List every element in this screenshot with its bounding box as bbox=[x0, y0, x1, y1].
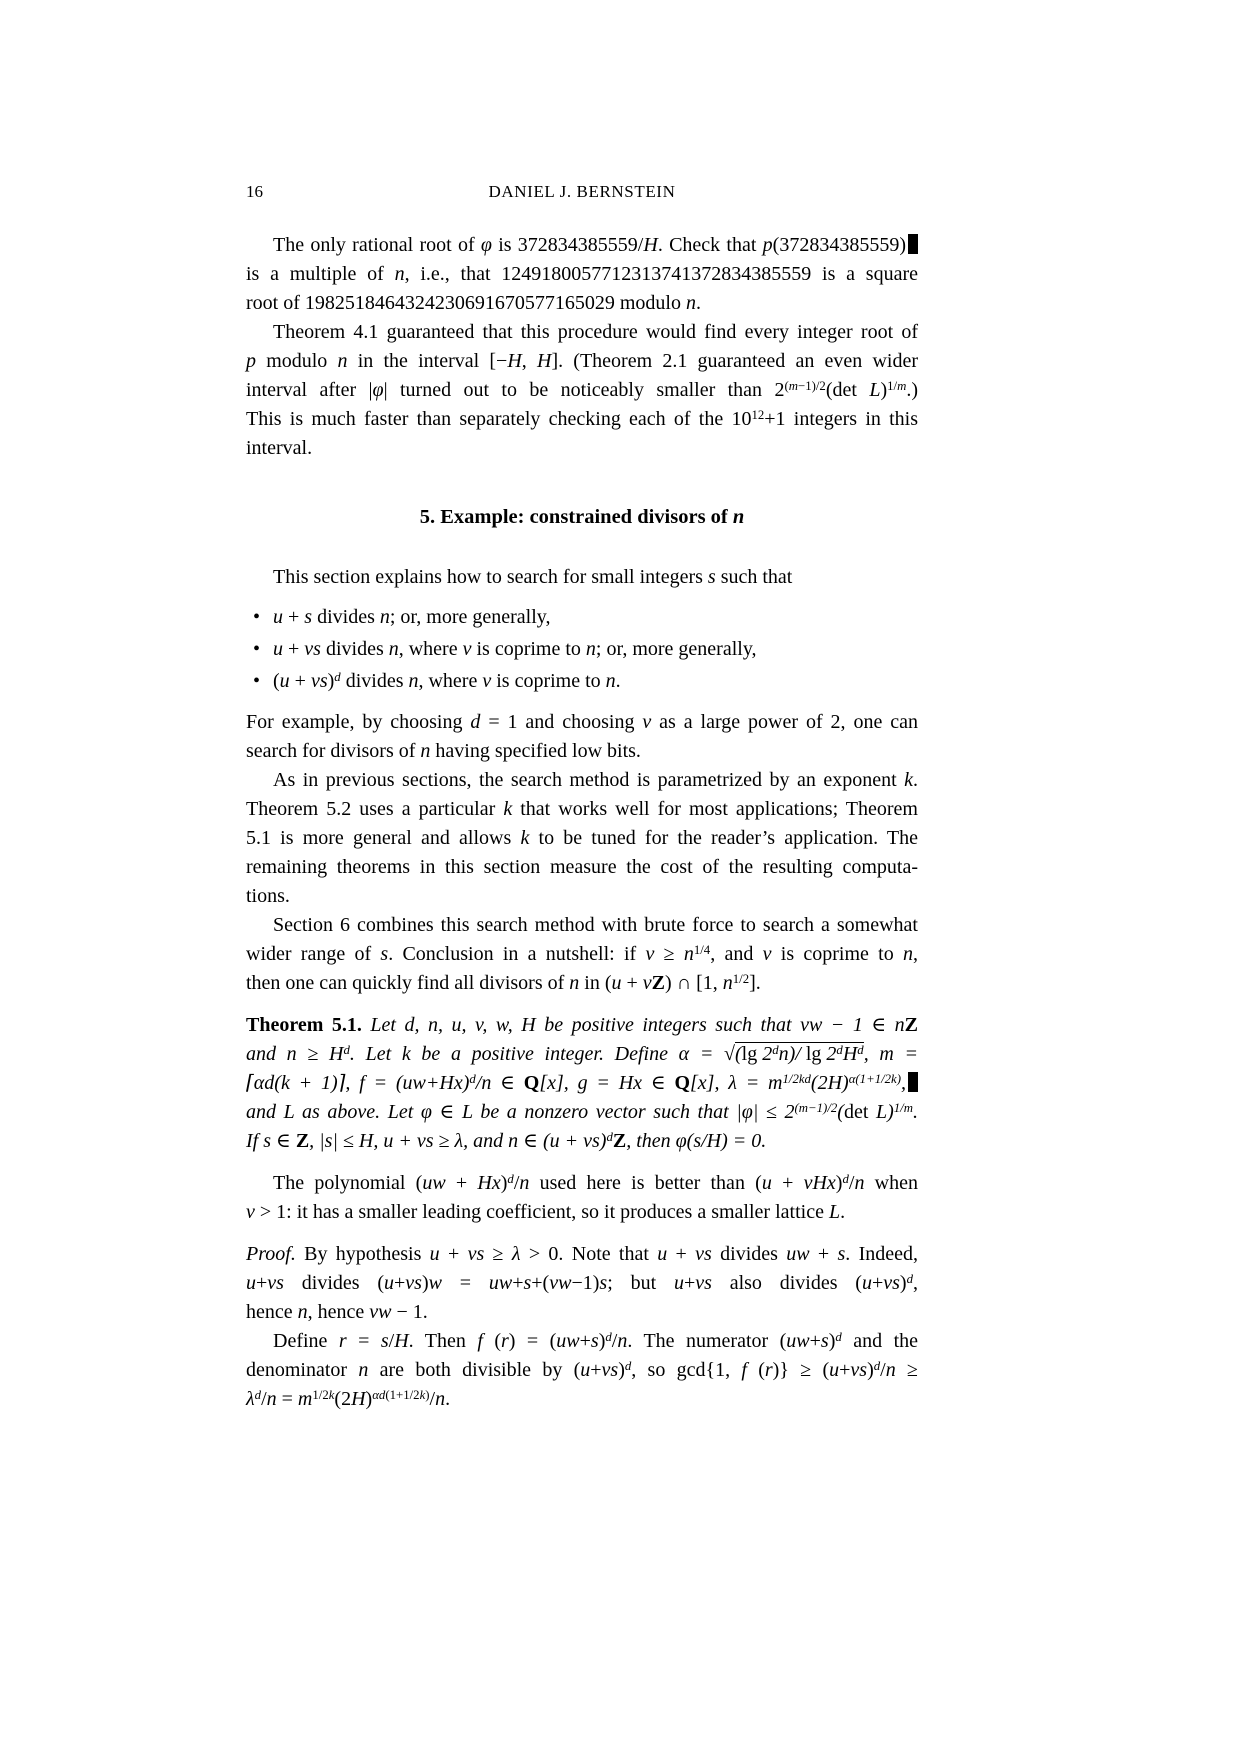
text-line: Proof. By hypothesis u + vs ≥ λ > 0. Note that u + vs divides uw + s. Indeed, bbox=[246, 1243, 919, 1265]
paragraph bbox=[246, 708, 918, 766]
text-line: ⌈αd(k + 1)⌉, $f = (uw+Hx)^d/n$ ∈ Q[x], g = Hx ∈ Q[x], $\lambda = m^{1/2kd}(2H)^{\alpha(1+1/2k)}$, bbox=[246, 1069, 918, 1098]
text-line: is a multiple of n, i.e., that 1249180057712313741372834385559 is a square bbox=[246, 263, 918, 285]
paragraph bbox=[246, 1169, 918, 1227]
text-line: This is much faster than separately checking each of the $10^{12}+1$ integers in this bbox=[246, 408, 919, 430]
text-line: As in previous sections, the search method is parametrized by an exponent k. bbox=[273, 769, 918, 791]
bullet-item: • (u + vs)$^d$ divides n, where v is coprime to n. bbox=[246, 667, 918, 696]
text-line: 5.1 is more general and allows k to be tuned for the reader’s application. The bbox=[246, 827, 919, 849]
paragraph bbox=[246, 1240, 918, 1327]
overfull-box-marker bbox=[908, 234, 918, 254]
text-column bbox=[246, 182, 918, 1414]
paragraph bbox=[246, 1327, 918, 1414]
paragraph bbox=[246, 231, 918, 318]
text-line: interval after |φ| turned out to be noticeably smaller than $2^{(m-1)/2}(\det$ L)$^{1/m}$.) bbox=[246, 379, 919, 401]
text-line: The only rational root of φ is 372834385559/H. Check that p(372834385559) bbox=[246, 231, 918, 260]
running-head: DANIEL J. BERNSTEIN bbox=[488, 182, 676, 201]
text-line: Theorem 5.2 uses a particular k that works well for most applications; Theorem bbox=[246, 798, 918, 820]
text-line: v > 1: it has a smaller leading coefficient, so it produces a smaller lattice L. bbox=[246, 1201, 846, 1223]
text-line: u+vs divides (u+vs)w = uw+s+(vw−1)s; but u+vs also divides $(u+vs)^d$, bbox=[246, 1272, 918, 1294]
bullet-item: • u + s divides n; or, more generally, bbox=[246, 603, 918, 632]
text-line: The polynomial (uw + Hx)$^d$/n used here is better than (u + vHx)$^d$/n when bbox=[273, 1172, 918, 1194]
text-line: Theorem 4.1 guaranteed that this procedure would find every integer root of bbox=[273, 321, 918, 343]
paragraph bbox=[246, 766, 918, 911]
text-line: denominator n are both divisible by $(u+vs)^d$, so gcd{1, f $(r)\} \ge (u+vs)^d/n$ ≥ bbox=[246, 1359, 918, 1381]
bullet-icon: • bbox=[253, 606, 261, 628]
text-line: search for divisors of n having specified low bits. bbox=[246, 740, 641, 762]
bullet-icon: • bbox=[253, 670, 261, 692]
text-line: wider range of s. Conclusion in a nutshell: if $v \ge n^{1/4}$, and v is coprime to n, bbox=[246, 943, 918, 965]
page-number: 16 bbox=[246, 182, 263, 201]
text-line: This section explains how to search for small integers s such that bbox=[273, 566, 793, 588]
section-heading: 5. Example: constrained divisors of n bbox=[419, 506, 745, 528]
text-line: For example, by choosing d = 1 and choosing v as a large power of 2, one can bbox=[246, 711, 918, 733]
page-header bbox=[246, 182, 918, 205]
paragraph bbox=[246, 911, 918, 998]
text-line: root of 1982518464324230691670577165029 modulo n. bbox=[246, 292, 701, 314]
page-body bbox=[246, 231, 918, 1414]
overfull-box-marker bbox=[908, 1072, 918, 1092]
text-line: hence n, hence vw − 1. bbox=[246, 1301, 428, 1323]
text-line: then one can quickly find all divisors of n in (u + vZ) ∩ [1, $n^{1/2}$]. bbox=[246, 972, 761, 994]
text-line: $\lambda^d/n = m^{1/2k}(2H)^{\alpha d(1+1/2k)}/n$. bbox=[246, 1388, 451, 1410]
text-line: interval. bbox=[246, 437, 313, 459]
text-line: Section 6 combines this search method with brute force to search a somewhat bbox=[273, 914, 918, 936]
text-line: p modulo n in the interval [−H, H]. (Theorem 2.1 guaranteed an even wider bbox=[246, 350, 919, 372]
text-line: and L as above. Let φ ∈ L be a nonzero vector such that $|\varphi| \le 2^{(m-1)/2}(\det$ L)$^{1/m}$. bbox=[246, 1101, 918, 1123]
bullet-item: • u + vs divides n, where v is coprime to n; or, more generally, bbox=[246, 635, 918, 664]
text-line: tions. bbox=[246, 885, 290, 907]
text-line: Define r = s/H. Then f $(r) = (uw+s)^d/n$. The numerator $(uw+s)^d$ and the bbox=[273, 1330, 919, 1352]
paragraph bbox=[246, 318, 918, 463]
paragraph bbox=[246, 563, 918, 592]
theorem-block bbox=[246, 1011, 918, 1156]
text-line: If s ∈ Z, |s| ≤ H, u + vs ≥ λ, and n ∈ (u + vs)$^d$Z, then φ(s/H) = 0. bbox=[246, 1130, 767, 1152]
bullet-icon: • bbox=[253, 638, 261, 660]
text-line: Theorem 5.1. Let d, n, u, v, w, H be positive integers such that vw − 1 ∈ nZ bbox=[246, 1014, 918, 1036]
text-line: and $n \ge H^d$. Let k be a positive integer. Define α = √(lg 2$^d$n)/ $\lg 2^dH^d$, m = bbox=[246, 1043, 919, 1065]
text-line: remaining theorems in this section measure the cost of the resulting computa- bbox=[246, 856, 918, 878]
bullet-list bbox=[246, 603, 918, 696]
